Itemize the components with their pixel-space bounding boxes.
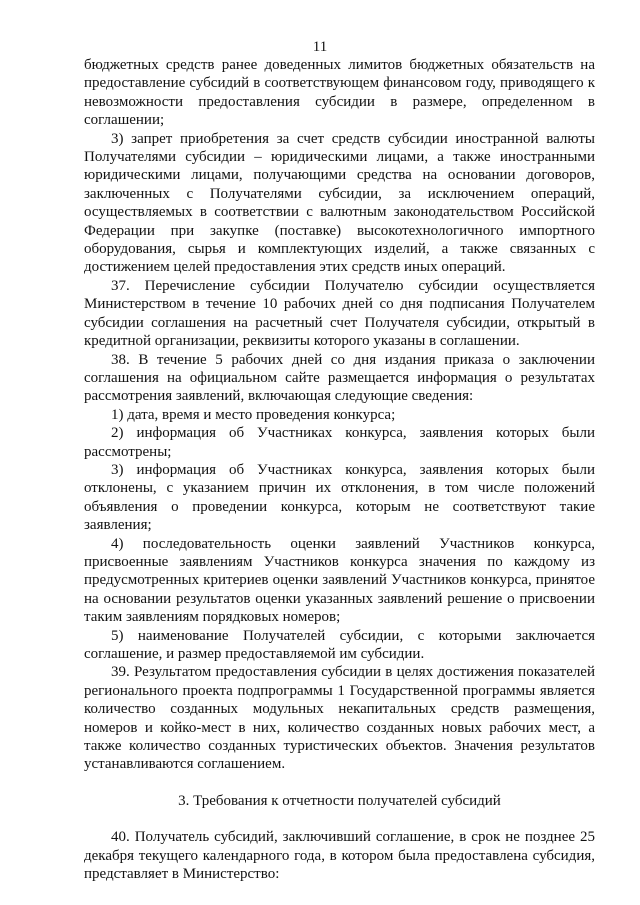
list-item-4: 4) последовательность оценки заявлений Участников конкурса, присвоенные заявлениям Участников конкурса значения по каждому из предусмотренных критериев оценки заявлений Участников конкурса, принятое на основании результатов оценки указанных заявлений решение о присвоении таким заявлениям порядковых номеров;	[84, 535, 595, 626]
list-item-3: 3) информация об Участниках конкурса, заявления которых были отклонены, с указанием причин их отклонения, в том числе положений объявления о проведении конкурса, которым не соответствуют такие заявления;	[84, 461, 595, 534]
list-item-5: 5) наименование Получателей субсидии, с которыми заключается соглашение, и размер предоставляемой им субсидии.	[84, 627, 595, 662]
paragraph-40: 40. Получатель субсидий, заключивший соглашение, в срок не позднее 25 декабря текущего календарного года, в котором была предоставлена субсидия, представляет в Министерство:	[84, 829, 595, 883]
list-item-2: 2) информация об Участниках конкурса, заявления которых были рассмотрены;	[84, 425, 595, 460]
paragraph-37: 37. Перечисление субсидии Получателю субсидии осуществляется Министерством в течение 10 рабочих дней со дня подписания Получателем субсидии соглашения на расчетный счет Получателя субсидии, открытый в кредитной организации, реквизиты которого указаны в соглашении.	[84, 277, 595, 350]
paragraph-39: 39. Результатом предоставления субсидии в целях достижения показателей регионального проекта подпрограммы 1 Государственной программы является количество созданных модульных некапитальных средств размещения, номеров и койко-мест в них, количество созданных новых рабочих мест, а также количество созданных туристических объектов. Значения результатов устанавливаются соглашением.	[84, 664, 595, 773]
paragraph-item-3-currency: 3) запрет приобретения за счет средств субсидии иностранной валюты Получателями субсидии – юридическими лицами, а также иностранными юридическими лицами, получающими средства на основании договоров, заключенных с Получателями субсидии, за исключением операций, осуществляемых в соответствии с валютным законодательством Российской Федерации при закупке (поставке) высокотехнологичного импортного оборудования, сырья и комплектующих изделий, а также связанных с достижением целей предоставления этих средств иных операций.	[84, 130, 595, 276]
document-body	[84, 56, 595, 883]
page-number: 11	[312, 39, 328, 55]
paragraph-continuation: бюджетных средств ранее доведенных лимитов бюджетных обязательств на предоставление субсидий в соответствующем финансовом году, приводящего к невозможности предоставления субсидии в размере, определенном в соглашении;	[84, 57, 595, 129]
list-item-1: 1) дата, время и место проведения конкурса;	[111, 406, 396, 423]
section-heading: 3. Требования к отчетности получателей субсидий	[178, 792, 501, 809]
paragraph-38: 38. В течение 5 рабочих дней со дня издания приказа о заключении соглашения на официальном сайте размещается информация о результатах рассмотрения заявлений, включающая следующие сведения:	[84, 351, 595, 405]
